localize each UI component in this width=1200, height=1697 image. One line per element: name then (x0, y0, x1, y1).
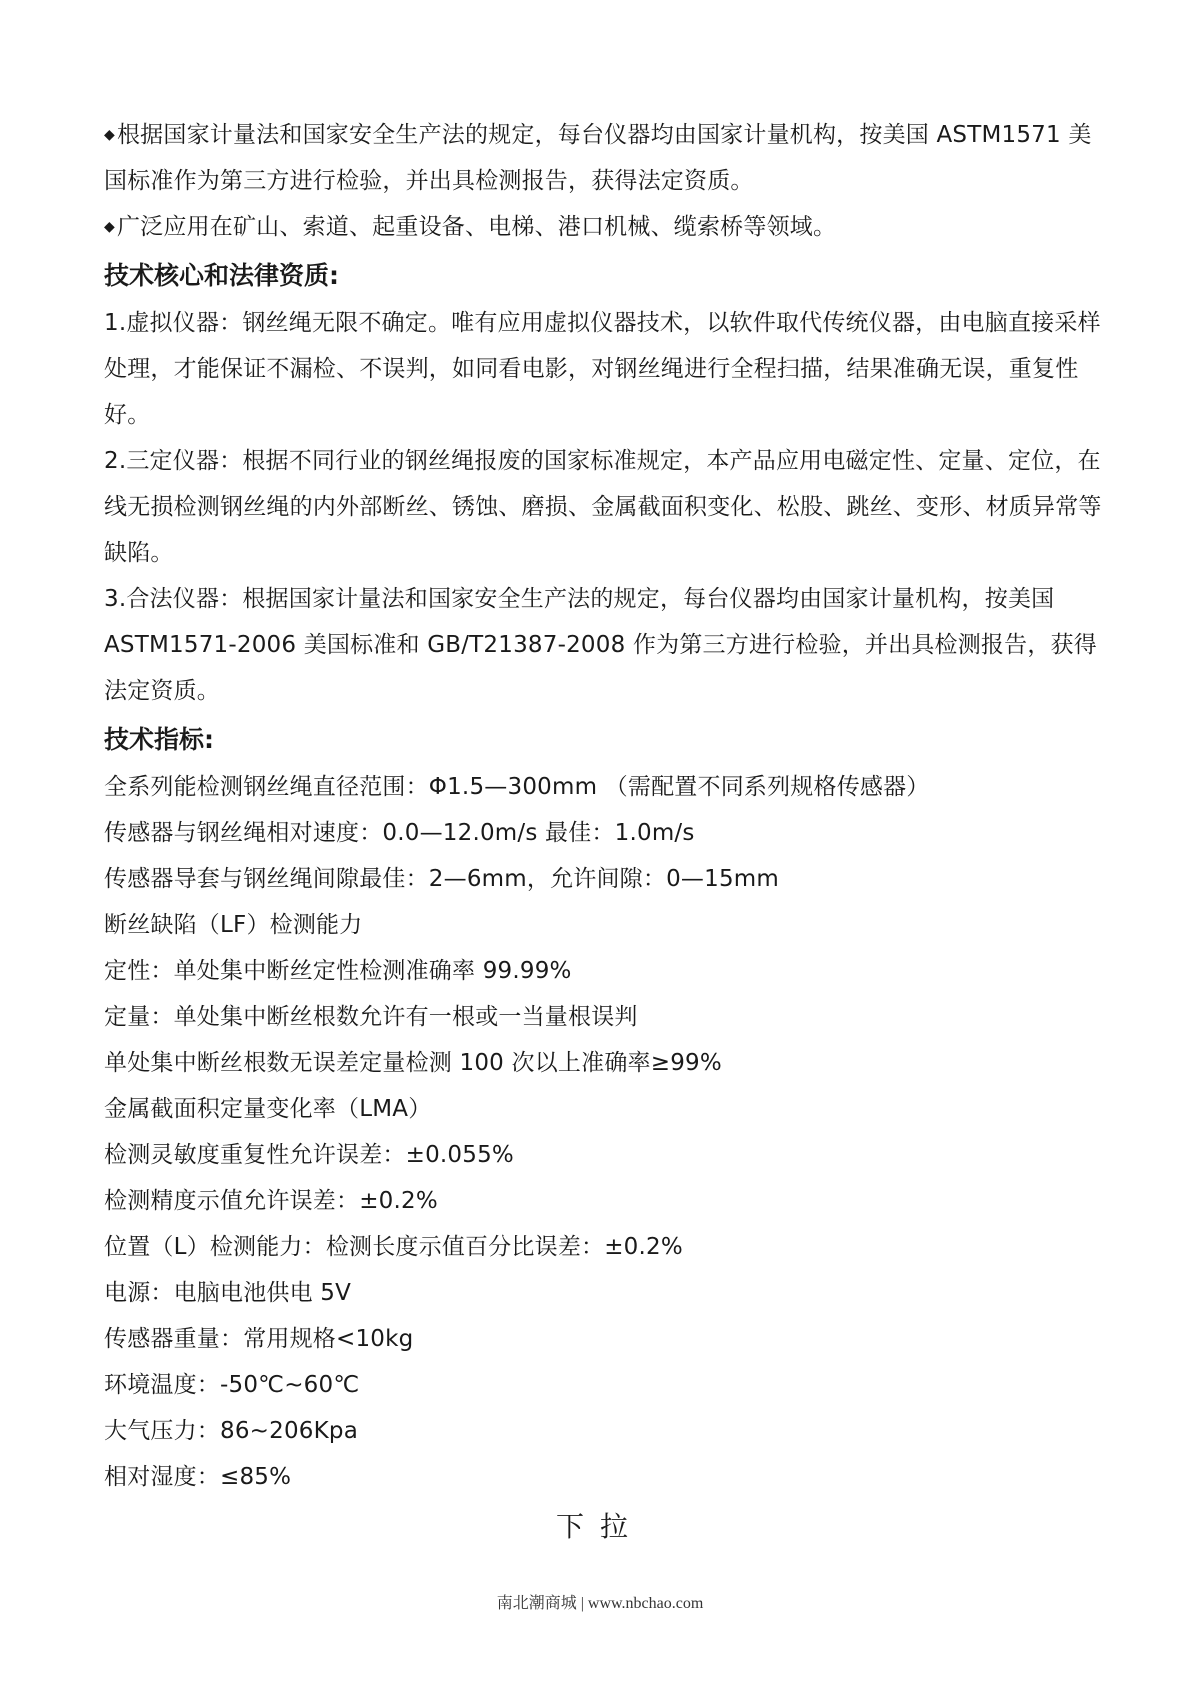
spec-item: 定性：单处集中断丝定性检测准确率 99.99% (104, 958, 572, 984)
section-heading-legal: 技术核心和法律资质: (104, 261, 339, 290)
site-footer: 南北潮商城 | www.nbchao.com (496, 1595, 704, 1612)
spec-item: 大气压力：86~206Kpa (104, 1418, 359, 1444)
legal-item: 3.合法仪器：根据国家计量法和国家安全生产法的规定，每台仪器均由国家计量机构，按美国 ASTM1571-2006 美国标准和 GB/T21387-2008 作为第三方进行检验，并出具检测报告，获得法定资质。 (104, 586, 1097, 704)
diamond-bullet-icon: ◆ (104, 127, 115, 143)
spec-item: 检测精度示值允许误差：±0.2% (104, 1188, 438, 1214)
bullet-text: 根据国家计量法和国家安全生产法的规定，每台仪器均由国家计量机构，按美国 ASTM1571 美国标准作为第三方进行检验，并出具检测报告，获得法定资质。 (104, 122, 1092, 194)
spec-item: 电源：电脑电池供电 5V (104, 1280, 352, 1306)
section-heading-specs: 技术指标: (104, 725, 214, 754)
legal-item: 2.三定仪器：根据不同行业的钢丝绳报废的国家标准规定，本产品应用电磁定性、定量、定位，在线无损检测钢丝绳的内外部断丝、锈蚀、磨损、金属截面积变化、松股、跳丝、变形、材质异常等缺陷。 (104, 448, 1102, 566)
pull-down-label: 下拉 (555, 1510, 644, 1543)
spec-item: 相对湿度：≤85% (104, 1464, 292, 1490)
spec-list (104, 764, 1114, 1500)
document-body (104, 112, 1114, 1500)
spec-item: 传感器重量：常用规格<10kg (104, 1326, 414, 1352)
bullet-paragraph (104, 204, 1114, 250)
spec-item: 定量：单处集中断丝根数允许有一根或一当量根误判 (104, 1004, 638, 1030)
spec-item: 传感器与钢丝绳相对速度：0.0—12.0m/s 最佳：1.0m/s (104, 820, 695, 846)
spec-item: 环境温度：-50℃~60℃ (104, 1372, 360, 1398)
diamond-bullet-icon: ◆ (104, 219, 115, 235)
spec-item: 单处集中断丝根数无误差定量检测 100 次以上准确率≥99% (104, 1050, 722, 1076)
spec-item: 传感器导套与钢丝绳间隙最佳：2—6mm，允许间隙：0—15mm (104, 866, 779, 892)
spec-item: 断丝缺陷（LF）检测能力 (104, 912, 363, 938)
spec-item: 检测灵敏度重复性允许误差：±0.055% (104, 1142, 514, 1168)
spec-item: 金属截面积定量变化率（LMA） (104, 1096, 432, 1122)
legal-item: 1.虚拟仪器：钢丝绳无限不确定。唯有应用虚拟仪器技术，以软件取代传统仪器，由电脑直接采样处理，才能保证不漏检、不误判，如同看电影，对钢丝绳进行全程扫描，结果准确无误，重复性好。 (104, 310, 1101, 428)
bullet-text: 广泛应用在矿山、索道、起重设备、电梯、港口机械、缆索桥等领域。 (116, 214, 837, 240)
bullet-paragraph (104, 112, 1114, 204)
spec-item: 位置（L）检测能力：检测长度示值百分比误差：±0.2% (104, 1234, 683, 1260)
spec-item: 全系列能检测钢丝绳直径范围：Φ1.5—300mm （需配置不同系列规格传感器） (104, 774, 930, 800)
